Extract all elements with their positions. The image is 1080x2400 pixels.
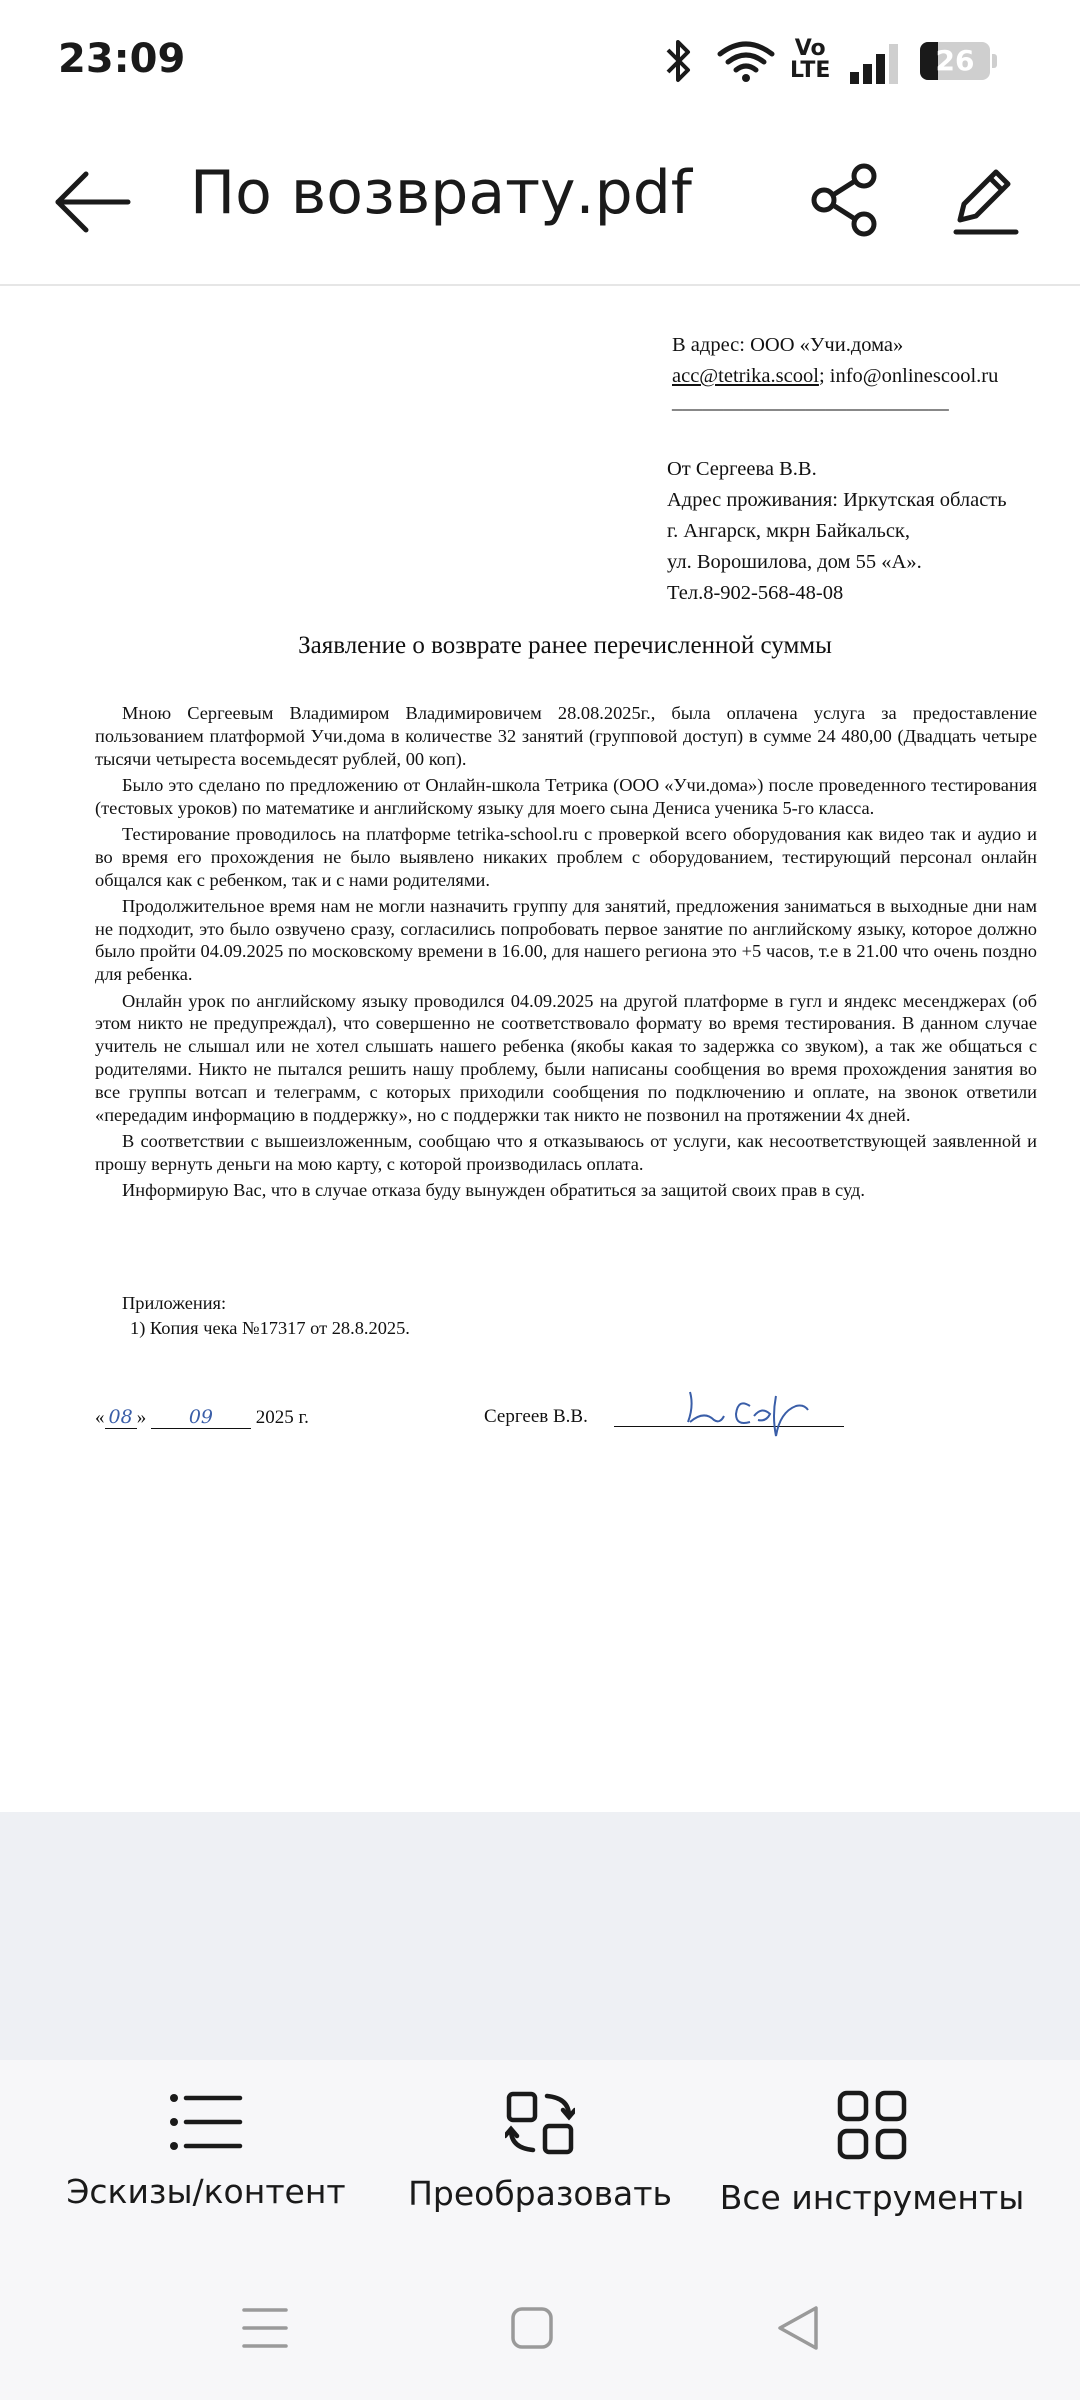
wifi-icon <box>716 40 776 84</box>
document-title: По возврату.pdf <box>190 158 692 228</box>
paragraph: Продолжительное время нам не могли назначить группу для занятий, предложения заниматься в выходные дни нам не подходит, это было озвучено сразу, согласились попробовать первое занятие по английскому языку, которое должно было пройти 04.09.2025 по московскому времени в 16.00, для нашего региона это +5 часов, т.е в 21.00 что очень поздно для ребенка. <box>95 895 1037 985</box>
convert-label: Преобразовать <box>408 2174 672 2213</box>
thumbnails-button[interactable] <box>36 2090 376 2250</box>
status-time: 23:09 <box>58 36 186 82</box>
recipient-underline: ___________________________ <box>672 391 949 413</box>
sender-line-4: ул. Ворошилова, дом 55 «А». <box>667 551 922 573</box>
edit-button[interactable] <box>946 160 1026 240</box>
sender-line-5: Тел.8-902-568-48-08 <box>667 582 844 604</box>
attachments <box>122 1291 410 1341</box>
paragraph: Информирую Вас, что в случае отказа буду вынужден обратиться за защитой своих прав в суд. <box>122 1179 865 1200</box>
handwritten-signature <box>680 1376 830 1446</box>
app-bar <box>0 120 1080 286</box>
date-close-quote: » <box>136 1407 147 1428</box>
bluetooth-icon <box>664 38 694 84</box>
thumbnails-label: Эскизы/контент <box>66 2172 346 2211</box>
volte-bottom: LTE <box>790 58 831 83</box>
paragraph: В соответствии с вышеизложенным, сообщаю что я отказываюсь от услуги, как несоответствующей заявленной и прошу вернуть деньги на мою карту, с которой производилась оплата. <box>95 1130 1037 1174</box>
bottom-toolbar <box>0 2060 1080 2260</box>
back-arrow-icon <box>52 162 132 242</box>
recipient-email-2: info@onlinescool.ru <box>829 365 999 387</box>
recipient-line: В адрес: ООО «Учи.дома» <box>672 334 904 356</box>
grid-icon <box>837 2090 907 2160</box>
paragraph: Мною Сергеевым Владимиром Владимировичем 28.08.2025г., была оплачена услуга за предоставление пользованием платформой Учи.дома в количестве 32 занятий (групповой доступ) в сумме 24 480,00 (Двадцать четыре тысячи четыреста восемьдесят рублей, 00 коп). <box>95 703 1037 769</box>
attachments-label: Приложения: <box>122 1293 227 1313</box>
signal-icon <box>848 44 904 84</box>
recipient-email-1[interactable]: acc@tetrika.scool <box>672 365 819 387</box>
status-bar <box>0 0 1080 120</box>
viewer-background <box>0 1812 1080 2060</box>
all-tools-label: Все инструменты <box>719 2178 1025 2217</box>
date-month: 09 <box>151 1406 251 1429</box>
share-icon <box>806 160 886 240</box>
recipient-block <box>672 330 998 412</box>
sender-block <box>667 454 1007 609</box>
home-square-icon[interactable] <box>510 2306 554 2350</box>
recipient-emails <box>672 361 998 392</box>
date-day: 08 <box>105 1406 137 1429</box>
volte-top: Vo <box>794 36 826 61</box>
document-body <box>95 702 1037 1205</box>
back-triangle-icon[interactable] <box>776 2304 820 2352</box>
menu-icon[interactable] <box>242 2306 288 2350</box>
paragraph: Тестирование проводилось на платформе tetrika-school.ru с проверкой всего оборудования как видео так и аудио и во время его прохождения не было выявлено никаких проблем с оборудованием, тестирующий персонал онлайн общался как с ребенком, так и с нами родителями. <box>95 823 1037 890</box>
convert-icon <box>505 2090 575 2156</box>
signer-name: Сергеев В.В. <box>484 1406 588 1427</box>
edit-pencil-icon <box>946 160 1026 240</box>
date-field <box>95 1406 309 1429</box>
pdf-page[interactable] <box>0 286 1080 1812</box>
date-open-quote: « <box>95 1407 105 1428</box>
share-button[interactable] <box>806 160 886 240</box>
email-separator: ; <box>818 365 830 387</box>
all-tools-button[interactable] <box>702 2090 1042 2250</box>
sender-line-2: Адрес проживания: Иркутская область <box>667 489 1007 511</box>
battery-nub <box>992 54 997 68</box>
system-navigation-bar <box>0 2260 1080 2400</box>
paragraph: Было это сделано по предложению от Онлайн-школа Тетрика (ООО «Учи.дома») после проведенного тестирования (тестовых уроков) по математике и английскому языку для моего сына Дениса ученика 5-го класса. <box>95 774 1037 818</box>
back-button[interactable] <box>52 162 132 242</box>
sender-line-1: От Сергеева В.В. <box>667 458 817 480</box>
list-icon <box>168 2090 244 2154</box>
convert-button[interactable] <box>370 2090 710 2250</box>
attachment-item: 1) Копия чека №17317 от 28.8.2025. <box>130 1318 410 1338</box>
volte-indicator <box>790 38 830 82</box>
battery-level: 26 <box>935 44 975 77</box>
paragraph: Онлайн урок по английскому языку проводился 04.09.2025 на другой платформе в гугл и яндекс месенджерах (об этом никто не предупреждал), что совершенно не соответствовало формату во время тестирования. В данном случае учитель не слышал или не хотел слышать нашего ребенка (якобы какая то задержка со звуком), а так же общаться с родителями. Никто не пытался решить нашу проблему, были написаны сообщения во время прохождения занятия во все группы вотсап и телеграмм, с которых приходили сообщения по подключению и оплате, на звонок ответили «передадим информацию в поддержку», но с поддержки так никто не позвонил на протяжении 4х дней. <box>95 990 1037 1125</box>
date-year: 2025 г. <box>250 1407 309 1428</box>
sender-line-3: г. Ангарск, мкрн Байкальск, <box>667 520 910 542</box>
document-heading: Заявление о возврате ранее перечисленной суммы <box>298 632 832 659</box>
battery-icon <box>920 42 990 80</box>
